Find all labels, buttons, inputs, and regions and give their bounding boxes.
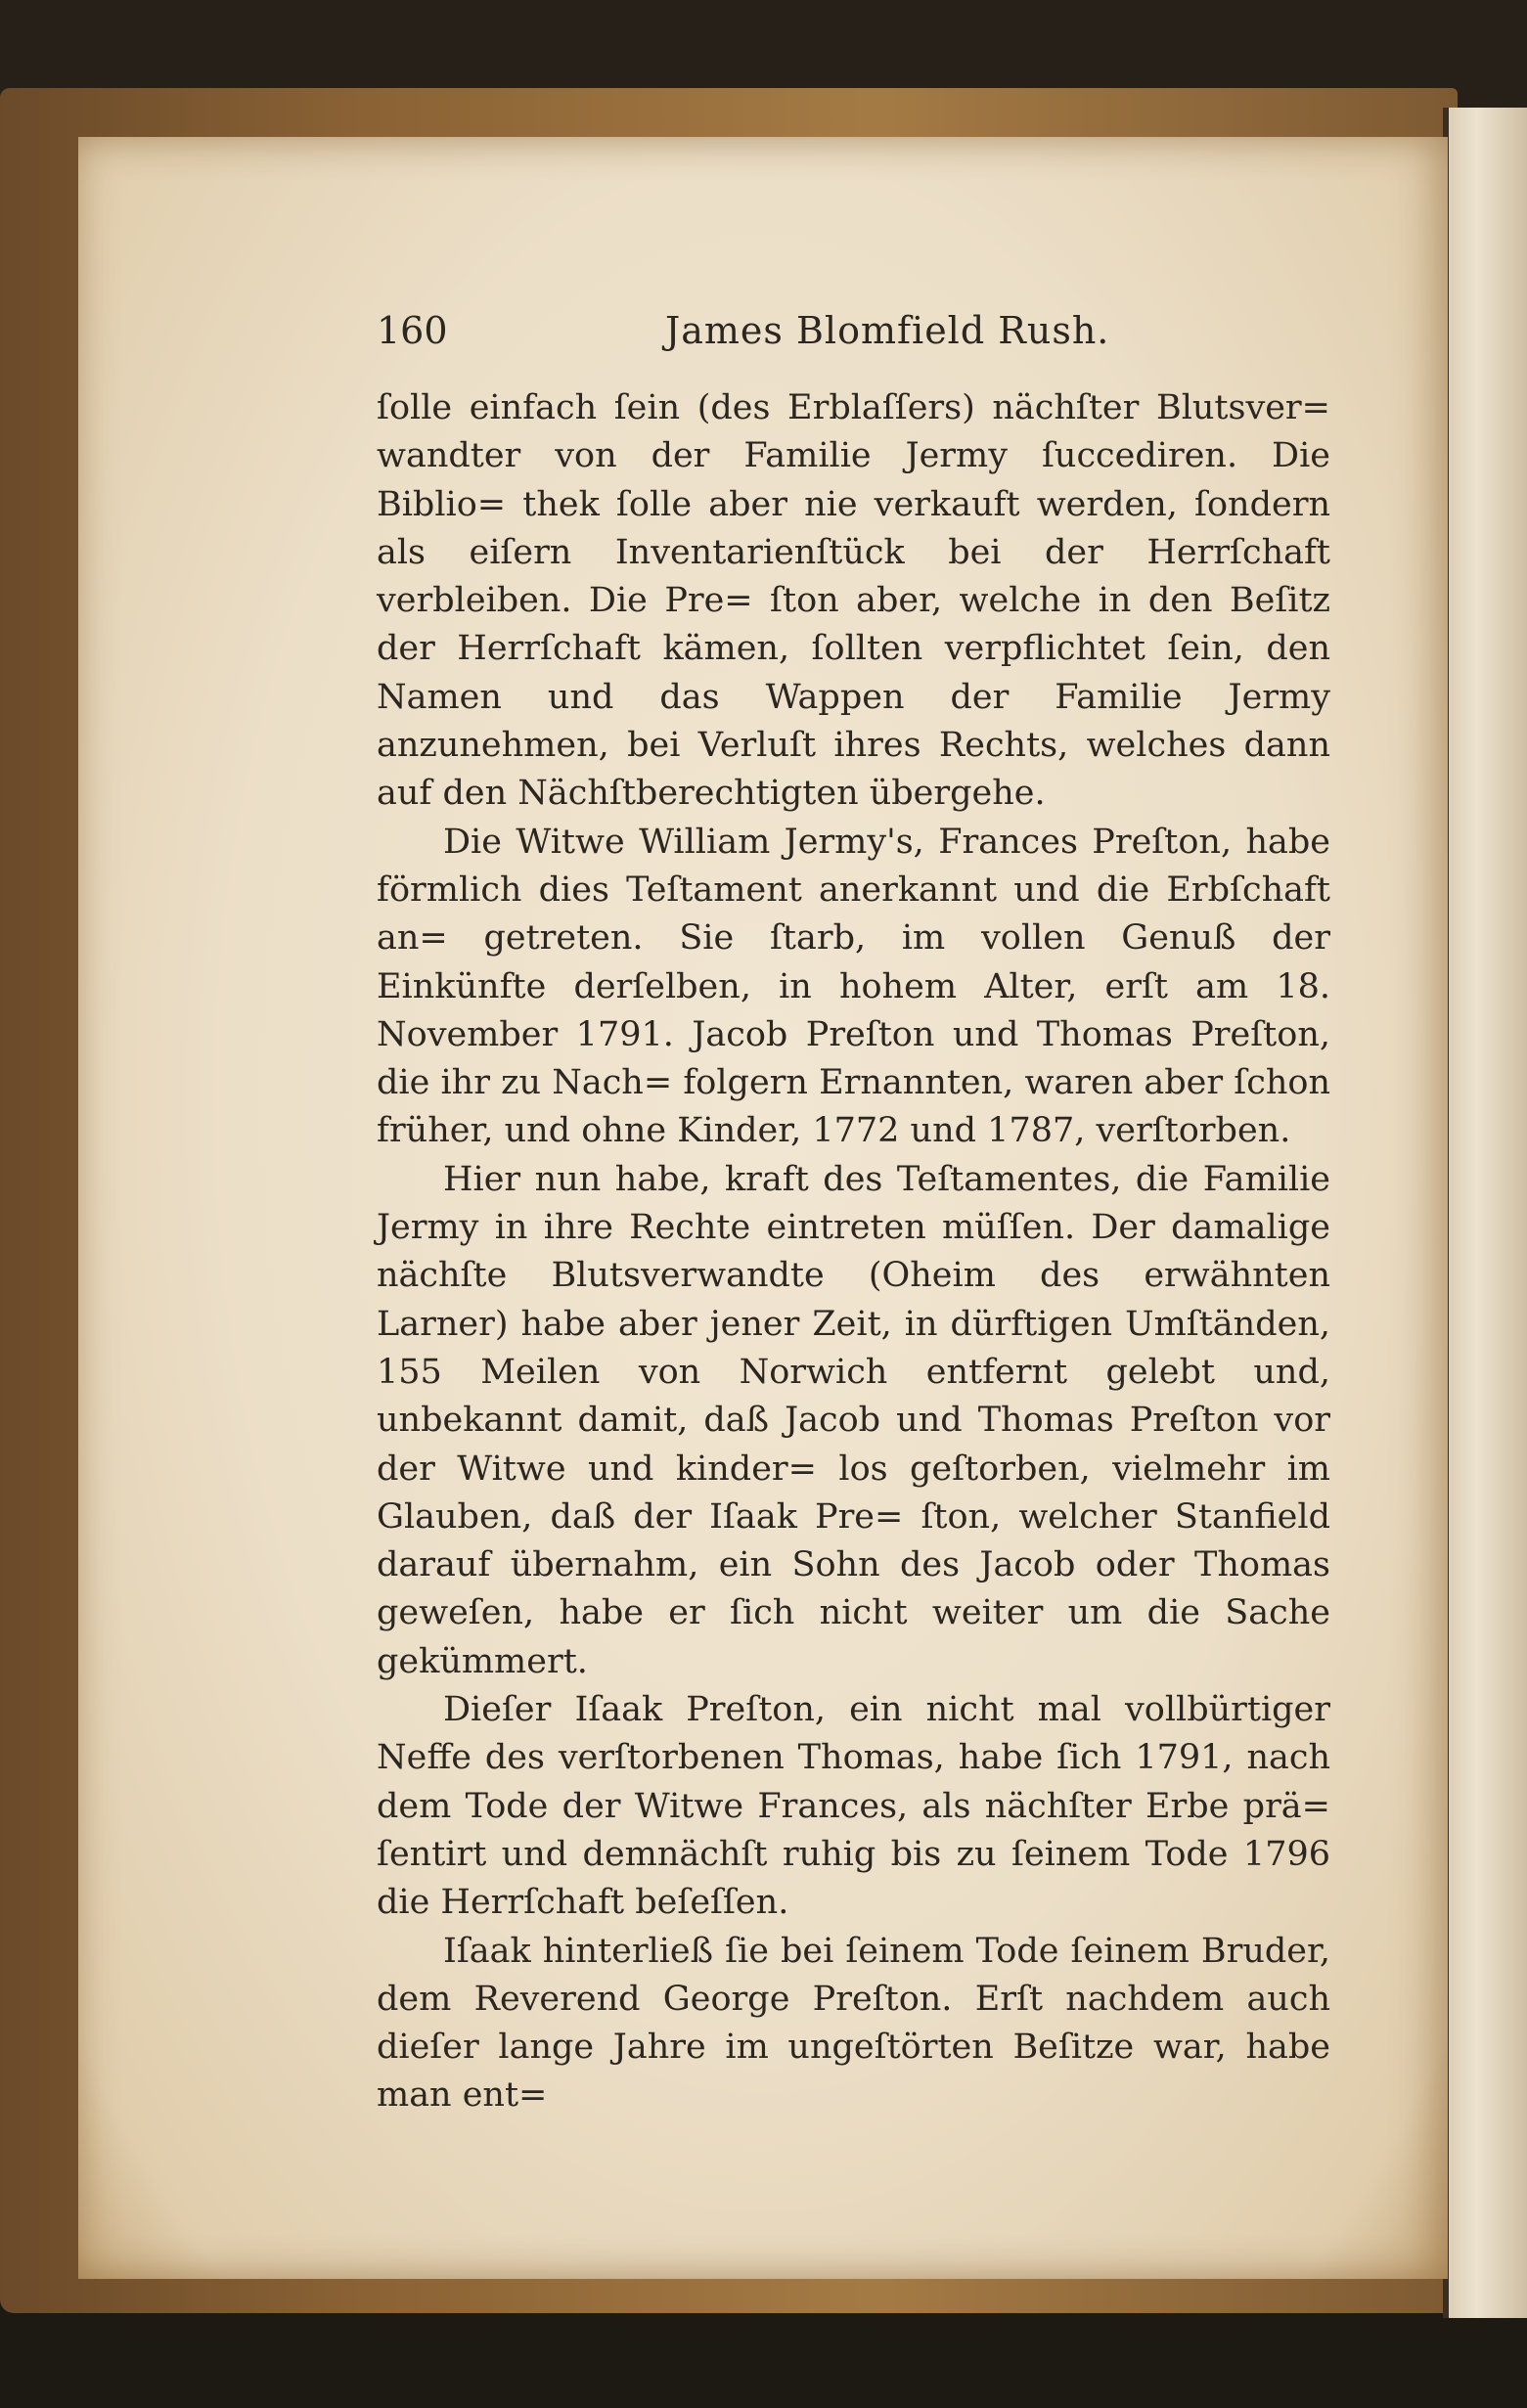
paragraph: Die Witwe William Jermy's, Frances Preſton, habe förmlich dies Teſtament anerkannt und die Erbſchaft an= getreten. Sie ſtarb, im vollen Genuß der Einkünfte derſelben, in hohem Alter, erſt am 18. November 1791. Jacob Preſton und Thomas Preſton, die ihr zu Nach= folgern Ernannten, waren aber ſchon früher, und ohne Kinder, 1772 und 1787, verſtorben. bbox=[377, 822, 1330, 1151]
paragraph: ſolle einfach ſein (des Erblaſſers) nächſter Blutsver= wandter von der Familie Jermy ſuccediren. Die Biblio= thek ſolle aber nie verkauft werden, ſondern als eiſern Inventarienſtück bei der Herrſchaft verbleiben. Die Pre= ſton aber, welche in den Beſitz der Herrſchaft kämen, ſollten verpflichtet ſein, den Namen und das Wappen der Familie Jermy anzunehmen, bei Verluſt ihres Rechts, welches dann auf den Nächſtberechtigten übergehe. bbox=[377, 388, 1330, 814]
running-title: James Blomfield Rush. bbox=[665, 309, 1110, 352]
page-number: 160 bbox=[377, 309, 448, 352]
paragraph: Hier nun habe, kraft des Teſtamentes, die Familie Jermy in ihre Rechte eintreten müſſen. Der damalige nächſte Blutsverwandte (Oheim des erwähnten Larner) habe aber jener Zeit, in dürftigen Umſtänden, 155 Meilen von Norwich entfernt gelebt und, unbekannt damit, daß Jacob und Thomas Preſton vor der Witwe und kinder= los geſtorben, vielmehr im Glauben, daß der Iſaak Pre= ſton, welcher Stanfield darauf übernahm, ein Sohn des Jacob oder Thomas geweſen, habe er ſich nicht weiter um die Sache gekümmert. bbox=[377, 1159, 1330, 1681]
facing-page-edge bbox=[1443, 108, 1527, 2318]
paragraph: Iſaak hinterließ ſie bei ſeinem Tode ſeinem Bruder, dem Reverend George Preſton. Erſt nachdem auch dieſer lange Jahre im ungeſtörten Beſitze war, habe man ent= bbox=[377, 1931, 1330, 2116]
body-text bbox=[377, 384, 1330, 2120]
paragraph: Dieſer Iſaak Preſton, ein nicht mal vollbürtiger Neffe des verſtorbenen Thomas, habe ſich 1791, nach dem Tode der Witwe Frances, als nächſter Erbe prä= ſentirt und demnächſt ruhig bis zu ſeinem Tode 1796 die Herrſchaft beſeſſen. bbox=[377, 1690, 1330, 1923]
running-head bbox=[377, 309, 1340, 358]
